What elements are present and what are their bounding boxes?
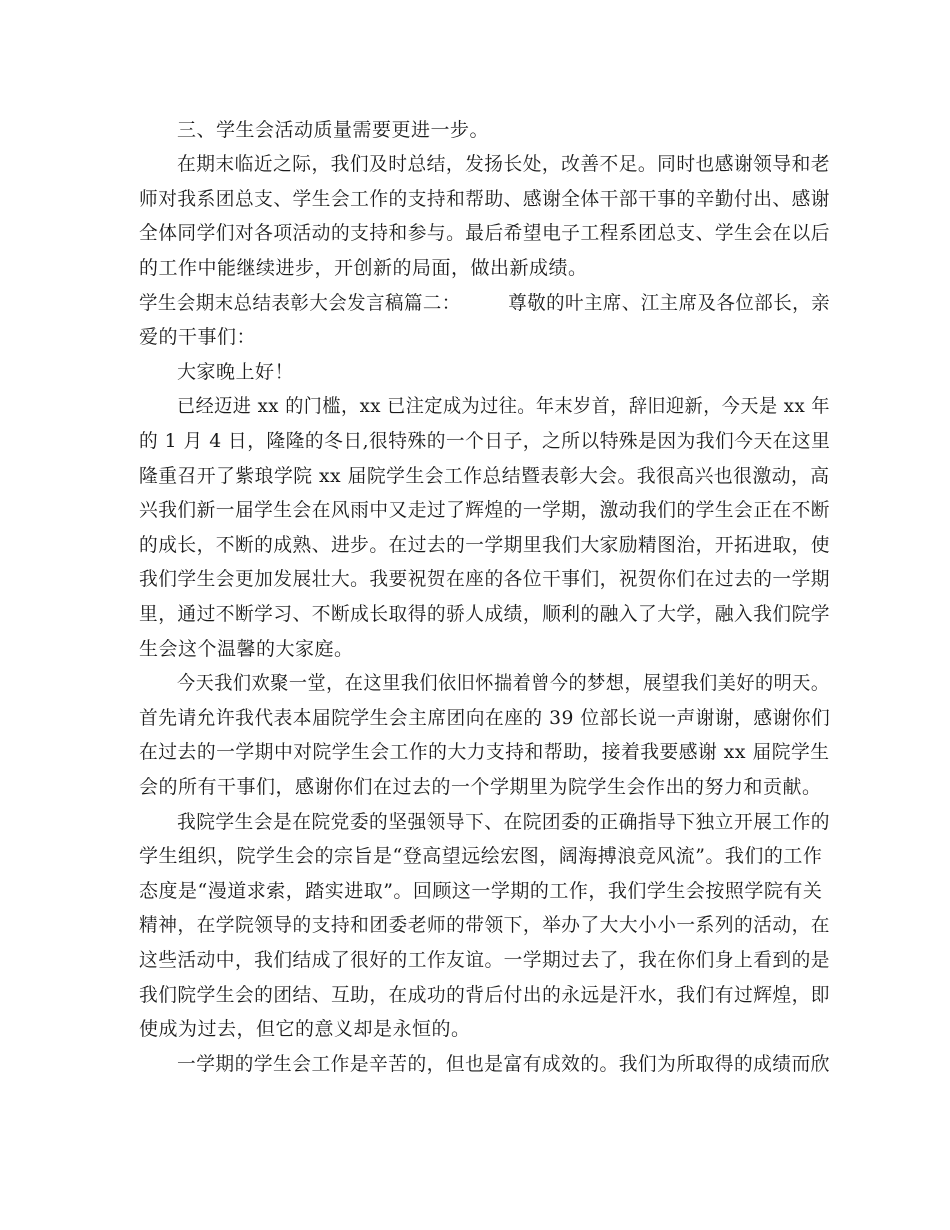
text-line: 的 1 月 4 日，隆隆的冬日,很特殊的一个日子，之所以特殊是因为我们今天在这里 [139,430,831,452]
text-line: 爱的干事们： [139,326,257,348]
text-line: 里，通过不断学习、不断成长取得的骄人成绩，顺利的融入了大学，融入我们院学 [139,603,830,625]
text-line: 今天我们欢聚一堂，在这里我们依旧怀揣着曾今的梦想，展望我们美好的明天。 [177,672,830,694]
text-line: 的工作中能继续进步，开创新的局面，做出新成绩。 [139,257,588,279]
text-line: 已经迈进 xx 的门槛，xx 已注定成为过往。年末岁首，辞旧迎新，今天是 xx 年 [177,395,831,417]
text-line: 全体同学们对各项活动的支持和参与。最后希望电子工程系团总支、学生会在以后 [139,222,830,244]
text-line: 一学期的学生会工作是辛苦的，但也是富有成效的。我们为所取得的成绩而欣 [177,1053,831,1075]
text-line: 这些活动中，我们结成了很好的工作友谊。一学期过去了，我在你们身上看到的是 [139,949,830,971]
text-line: 态度是“漫道求索，踏实进取”。回顾这一学期的工作，我们学生会按照学院有关 [139,880,823,902]
text-line: 我们学生会更加发展壮大。我要祝贺在座的各位干事们，祝贺你们在过去的一学期 [139,568,830,590]
text-line: 三、学生会活动质量需要更进一步。 [177,119,490,141]
text-line: 隆重召开了紫琅学院 xx 届院学生会工作总结暨表彰大会。我很高兴也很激动，高 [139,465,830,487]
text-line: 学生组织，院学生会的宗旨是“登高望远绘宏图，阔海搏浪竞风流”。我们的工作 [139,845,823,867]
text-line: 我们院学生会的团结、互助，在成功的背后付出的永远是汗水，我们有过辉煌，即 [139,984,830,1006]
text-line: 首先请允许我代表本届院学生会主席团向在座的 39 位部长说一声谢谢，感谢你们 [139,707,831,729]
text-line: 师对我系团总支、学生会工作的支持和帮助、感谢全体干部干事的辛勤付出、感谢 [139,188,830,210]
text-line: 生会这个温馨的大家庭。 [139,638,354,660]
text-line: 在过去的一学期中对院学生会工作的大力支持和帮助，接着我要感谢 xx 届院学生 [139,741,830,763]
text-line: 兴我们新一届学生会在风雨中又走过了辉煌的一学期，激动我们的学生会正在不断 [139,499,830,521]
text-line: 我院学生会是在院党委的坚强领导下、在院团委的正确指导下独立开展工作的 [177,811,831,833]
text-line: 精神，在学院领导的支持和团委老师的带领下，举办了大大小小一系列的活动，在 [139,914,830,936]
text-line: 在期末临近之际，我们及时总结，发扬长处，改善不足。同时也感谢领导和老 [177,153,831,175]
text-line: 会的所有干事们，感谢你们在过去的一个学期里为院学生会作出的努力和贡献。 [139,776,822,798]
text-line: 使成为过去，但它的意义却是永恒的。 [139,1018,471,1040]
text-line: 大家晚上好！ [177,361,295,383]
section-heading-line: 学生会期末总结表彰大会发言稿篇二： 尊敬的叶主席、江主席及各位部长，亲 [139,292,831,314]
text-line: 的成长，不断的成熟、进步。在过去的一学期里我们大家励精图治，开拓进取，使 [139,534,830,556]
